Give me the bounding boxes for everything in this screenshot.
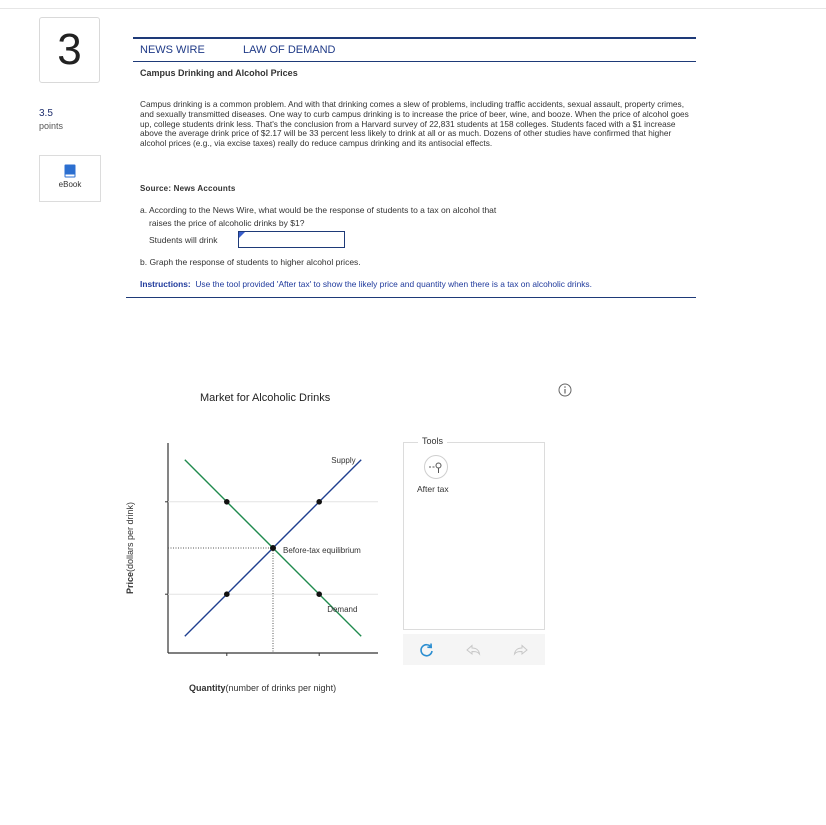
x-axis-label-bold: Quantity (189, 683, 226, 693)
news-wire-title: LAW OF DEMAND (243, 44, 336, 56)
news-wire-label: NEWS WIRE (140, 44, 205, 56)
graph-labels (283, 456, 361, 614)
news-wire-subtitle: Campus Drinking and Alcohol Prices (140, 68, 298, 78)
article-text: Campus drinking is a common problem. And with that drinking comes a slew of problems, including traffic accidents, sexual assault, property crimes, and sexually transmitted diseases. One way to curb campus drinking is to increase the price of beer, wine, and booze. When the price of alcohol goes up, college students drink less. That's the conclusion from a Harvard survey of 22,831 students at 158 colleges. Students faced with a $1 increase above the average drink price of $2.17 will be 33 percent less likely to drink at all or as much. Dozens of other studies have confirmed that higher alcohol prices (e.g., via excise taxes) really do reduce campus drinking and its antisocial effects. (140, 99, 689, 149)
supply-point-0 (224, 591, 230, 597)
after-tax-tool-button[interactable] (424, 455, 448, 479)
reset-icon[interactable] (418, 641, 436, 659)
equilibrium-point (270, 545, 276, 551)
graph-title: Market for Alcoholic Drinks (200, 392, 331, 404)
question-b: b. Graph the response of students to higher alcohol prices. (140, 257, 361, 267)
x-axis-label (189, 683, 336, 693)
answer-label: Students will drink (149, 235, 218, 245)
tools-title: Tools (418, 436, 447, 446)
y-axis-label-rest: (dollars per drink) (125, 501, 135, 572)
question-a-line2: raises the price of alcoholic drinks by $1? (149, 218, 305, 228)
points-label: points (39, 121, 64, 131)
x-axis-label-rest: (number of drinks per night) (225, 683, 337, 693)
ebook-label: eBook (58, 180, 82, 189)
supply-label: Supply (331, 455, 356, 465)
demand-label: Demand (327, 605, 358, 615)
demand-point-1 (316, 591, 322, 597)
y-axis-label-bold: Price (125, 572, 135, 595)
instructions-label: Instructions: (140, 279, 191, 289)
undo-icon[interactable] (464, 641, 482, 659)
question-a-line1: a. According to the News Wire, what would be the response of students to a tax on alcohol that (140, 205, 497, 215)
redo-icon[interactable] (512, 641, 530, 659)
instructions-text: Use the tool provided 'After tax' to show the likely price and quantity when there is a tax on alcoholic drinks. (195, 279, 592, 289)
equilibrium-label: Before-tax equilibrium (283, 546, 361, 555)
graph-gridlines (168, 502, 378, 653)
question-number: 3 (39, 17, 100, 83)
article-source: Source: News Accounts (140, 184, 236, 193)
demand-point-0 (224, 499, 230, 505)
after-tax-tool-label: After tax (417, 484, 449, 494)
y-axis-label (125, 478, 135, 618)
points-value: 3.5 (39, 108, 53, 119)
supply-point-1 (316, 499, 322, 505)
line-tool-icon (428, 459, 444, 475)
